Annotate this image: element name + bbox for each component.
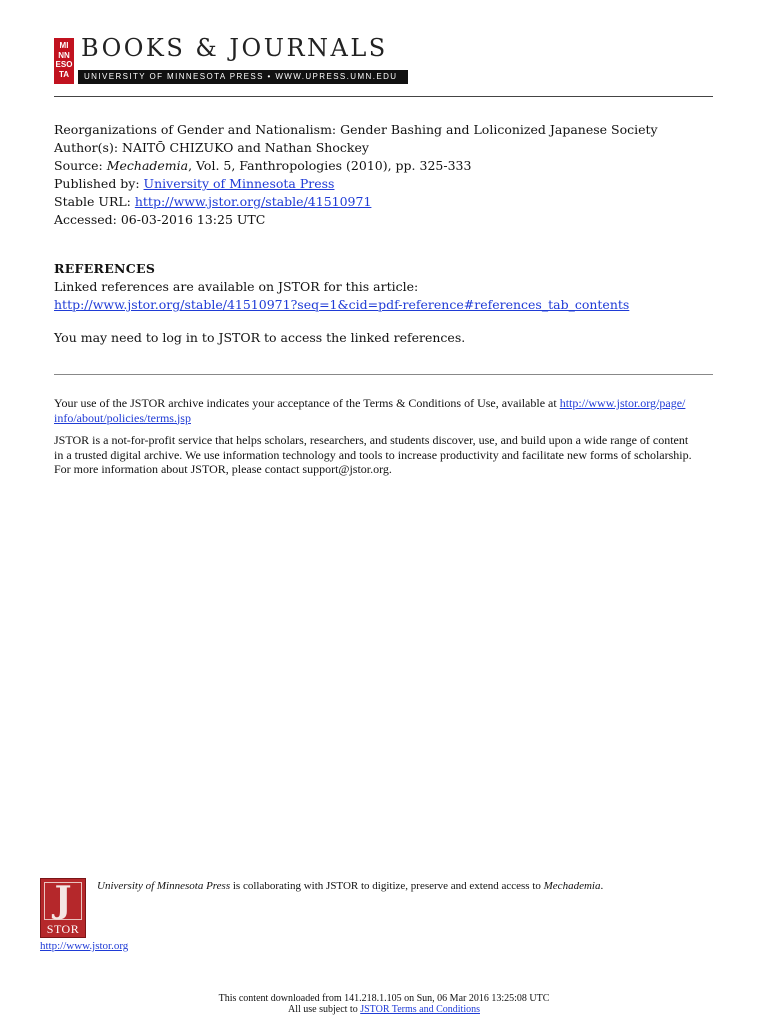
- jstor-logo[interactable]: [40, 878, 86, 938]
- subject-prefix: All use subject to: [288, 1004, 361, 1015]
- terms-section: [54, 396, 714, 485]
- source-details: , Vol. 5, Fanthropologies (2010), pp. 325-333: [188, 158, 472, 173]
- terms-paragraph: [54, 396, 714, 425]
- jstor-info-line-1: JSTOR is a not-for-profit service that helps scholars, researchers, and students discover, use, and build upon a wide range of content: [54, 433, 689, 447]
- logo-letters-3: ESO: [55, 60, 73, 69]
- references-login-note: You may need to log in to JSTOR to access the linked references.: [54, 330, 466, 345]
- terms-link-part2[interactable]: info/about/policies/terms.jsp: [54, 410, 191, 425]
- minnesota-logo-block: [54, 38, 74, 84]
- source-journal: Mechademia: [106, 158, 189, 173]
- collab-text: is collaborating with JSTOR to digitize, preserve and extend access to: [230, 880, 544, 892]
- collab-journal: Mechademia: [543, 880, 601, 892]
- download-notice: [0, 993, 768, 1015]
- subject-line: [0, 1004, 768, 1015]
- stable-url-label: Stable URL:: [54, 194, 135, 209]
- jstor-home-link[interactable]: http://www.jstor.org: [40, 940, 129, 952]
- article-authors: Author(s): NAITŌ CHIZUKO and Nathan Shockey: [54, 140, 369, 155]
- header-divider: [54, 96, 713, 97]
- publisher-link[interactable]: University of Minnesota Press: [143, 176, 335, 191]
- section-divider: [54, 374, 713, 375]
- collab-end: .: [600, 880, 604, 892]
- references-intro: Linked references are available on JSTOR for this article:: [54, 279, 419, 294]
- article-accessed: Accessed: 06-03-2016 13:25 UTC: [54, 212, 266, 227]
- jstor-info-line-2: in a trusted digital archive. We use information technology and tools to increase productivity and facilitate new forms of scholarship.: [54, 447, 692, 462]
- stable-url-link[interactable]: http://www.jstor.org/stable/41510971: [134, 194, 372, 209]
- publisher-label: Published by:: [54, 176, 144, 191]
- logo-letters-4: TA: [58, 69, 70, 79]
- jstor-logo-letter: J: [54, 879, 72, 921]
- jstor-info-paragraph: [54, 433, 714, 477]
- article-source: [54, 157, 658, 175]
- article-title: Reorganizations of Gender and Nationalism: Gender Bashing and Loliconized Japanese Society: [54, 122, 658, 137]
- terms-conditions-link[interactable]: JSTOR Terms and Conditions: [360, 1004, 480, 1015]
- download-line: This content downloaded from 141.218.1.105 on Sun, 06 Mar 2016 13:25:08 UTC: [218, 993, 550, 1004]
- article-stable-url: [54, 193, 658, 211]
- terms-link-part1[interactable]: http://www.jstor.org/page/: [559, 396, 686, 410]
- article-publisher: [54, 175, 658, 193]
- references-heading: REFERENCES: [54, 261, 156, 276]
- references-link[interactable]: http://www.jstor.org/stable/41510971?seq=1&cid=pdf-reference#references_tab_contents: [54, 297, 630, 312]
- collaboration-statement: [97, 880, 603, 893]
- logo-bar: UNIVERSITY OF MINNESOTA PRESS • WWW.UPRESS.UMN.EDU: [78, 70, 408, 84]
- jstor-info-line-3: For more information about JSTOR, please contact support@jstor.org.: [54, 462, 392, 476]
- logo-letters-2: NN: [58, 50, 70, 60]
- terms-text: Your use of the JSTOR archive indicates your acceptance of the Terms & Conditions of Use, available at: [54, 396, 560, 410]
- source-label: Source:: [54, 158, 107, 173]
- logo-letters-1: MI: [59, 41, 69, 50]
- references-section: [54, 260, 629, 347]
- collab-publisher: University of Minnesota Press: [97, 880, 231, 892]
- article-metadata: [54, 121, 658, 229]
- logo-title: BOOKS & JOURNALS: [81, 34, 388, 62]
- jstor-logo-word: STOR: [46, 922, 80, 936]
